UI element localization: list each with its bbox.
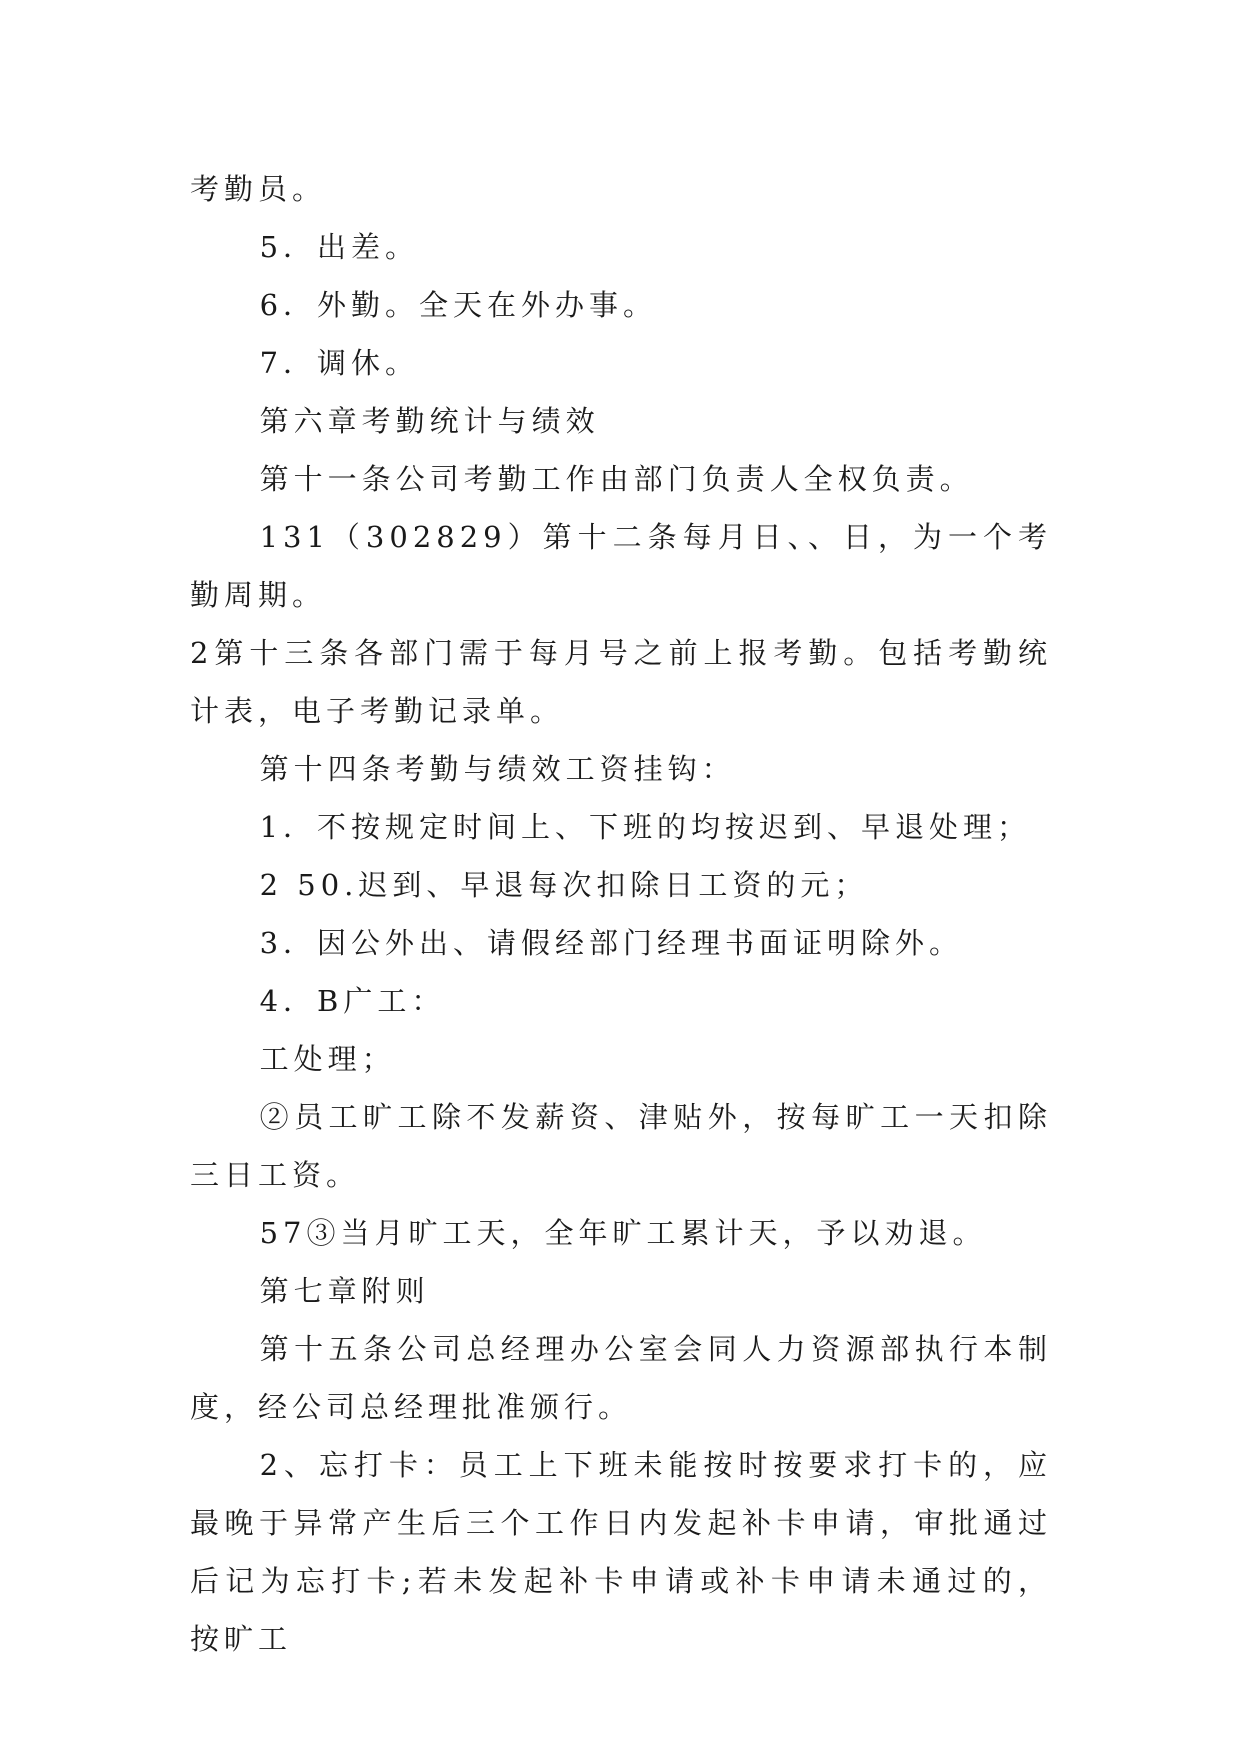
- paragraph: 第十一条公司考勤工作由部门负责人全权负责。: [259, 462, 974, 496]
- paragraph: 2第十三条各部门需于每月号之前上报考勤。包括考勤统计表，电子考勤记录单。: [190, 636, 1052, 728]
- paragraph: 3．因公外出、请假经部门经理书面证明除外。: [259, 926, 964, 960]
- paragraph: 57③当月旷工天，全年旷工累计天，予以劝退。: [259, 1216, 987, 1250]
- document-body: [190, 160, 1052, 1668]
- paragraph: 7．调休。: [259, 346, 420, 380]
- chapter-heading: 第七章附则: [259, 1274, 430, 1308]
- chapter-heading: 第六章考勤统计与绩效: [259, 404, 600, 438]
- paragraph: 4．B广工：: [259, 984, 446, 1018]
- paragraph: 131（302829）第十二条每月日、、日，为一个考勤周期。: [190, 520, 1052, 612]
- paragraph: 1．不按规定时间上、下班的均按迟到、早退处理；: [259, 810, 1032, 844]
- paragraph: 第十四条考勤与绩效工资挂钩：: [259, 752, 736, 786]
- paragraph: 2、忘打卡：员工上下班未能按时按要求打卡的，应最晚于异常产生后三个工作日内发起补卡申请，审批通过后记为忘打卡;若未发起补卡申请或补卡申请未通过的，按旷工: [190, 1448, 1052, 1656]
- paragraph: 工处理；: [259, 1042, 396, 1076]
- paragraph: 考勤员。: [190, 172, 327, 206]
- paragraph: 第十五条公司总经理办公室会同人力资源部执行本制度，经公司总经理批准颁行。: [190, 1332, 1052, 1424]
- paragraph: ②员工旷工除不发薪资、津贴外，按每旷工一天扣除三日工资。: [190, 1100, 1052, 1192]
- paragraph: 5．出差。: [259, 230, 420, 264]
- paragraph: 2 50.迟到、早退每次扣除日工资的元；: [259, 868, 869, 902]
- paragraph: 6．外勤。全天在外办事。: [259, 288, 658, 322]
